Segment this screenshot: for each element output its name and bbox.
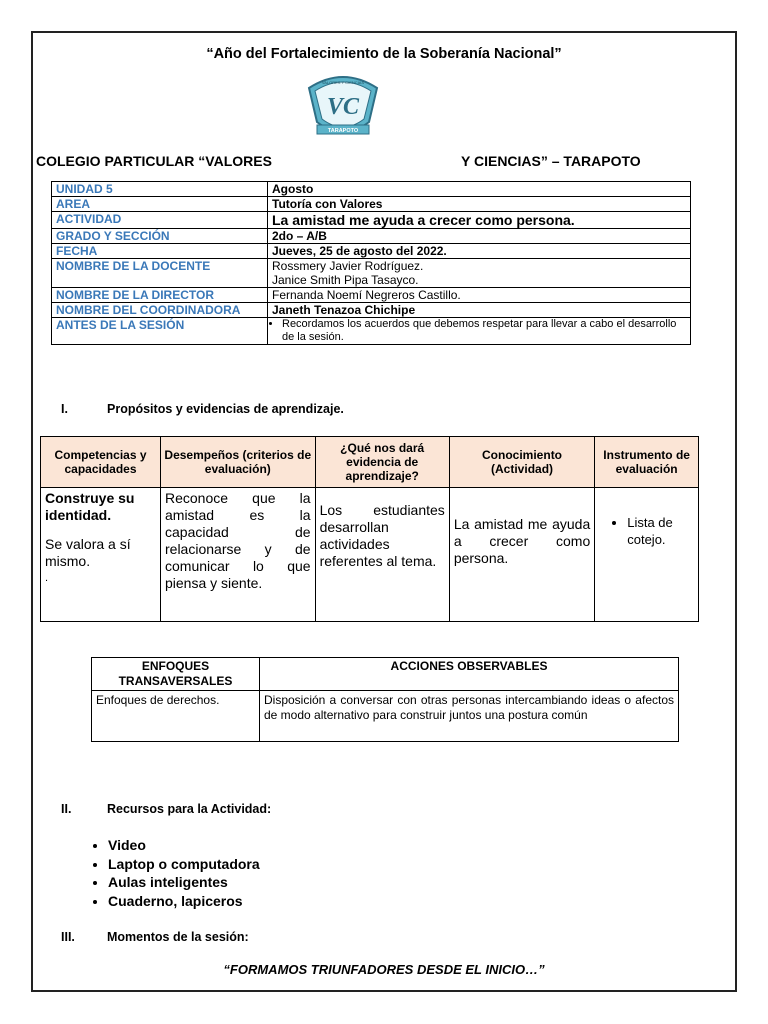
section-number: III. — [61, 930, 75, 944]
accion-cell: Disposición a conversar con otras personas intercambiando ideas o afectos de modo alternativo para construir juntos una postura común — [260, 691, 679, 742]
cell-conocimiento — [449, 488, 594, 622]
section-number: II. — [61, 802, 72, 816]
competencia-text: Construye su identidad. — [45, 490, 135, 523]
enfoques-table — [91, 657, 679, 742]
info-row — [52, 229, 691, 244]
section-title: Recursos para la Actividad: — [107, 802, 272, 816]
info-row — [52, 197, 691, 212]
header-acciones: ACCIONES OBSERVABLES — [260, 658, 679, 691]
motto: “FORMAMOS TRIUNFADORES DESDE EL INICIO…” — [223, 962, 545, 977]
info-value: Jueves, 25 de agosto del 2022. — [268, 244, 691, 259]
info-key: FECHA — [52, 244, 268, 259]
section-number: I. — [61, 402, 68, 416]
section-3-heading — [61, 930, 249, 944]
info-value: Tutoría con Valores — [268, 197, 691, 212]
list-item: • Cuaderno, lapiceros — [108, 892, 260, 911]
info-row — [52, 318, 691, 345]
info-row — [52, 288, 691, 303]
info-row — [52, 244, 691, 259]
info-key: GRADO Y SECCIÓN — [52, 229, 268, 244]
section-2-heading — [61, 802, 271, 816]
info-row — [52, 259, 691, 288]
list-item: • Laptop o computadora — [108, 855, 260, 874]
capacidad-text: Se valora a sí mismo. — [45, 536, 131, 569]
info-key: ANTES DE LA SESIÓN — [52, 318, 268, 345]
school-logo — [303, 70, 383, 145]
school-name-right: Y CIENCIAS” – TARAPOTO — [461, 153, 641, 169]
session-note: • Recordamos los acuerdos que debemos respetar para llevar a cabo el desarrollo de la sesión. — [282, 318, 686, 344]
info-value: Janeth Tenazoa Chichipe — [268, 303, 691, 318]
school-name-left: COLEGIO PARTICULAR “VALORES — [36, 153, 272, 169]
section-title: Momentos de la sesión: — [107, 930, 249, 944]
list-item: • Aulas inteligentes — [108, 873, 260, 892]
info-value — [268, 318, 691, 345]
cell-evidencia — [315, 488, 449, 622]
info-key: UNIDAD 5 — [52, 182, 268, 197]
session-info-table — [51, 181, 691, 345]
extra-mark: . — [45, 572, 49, 584]
list-item: • Video — [108, 836, 260, 855]
info-key: NOMBRE DE LA DOCENTE — [52, 259, 268, 288]
section-1-heading — [61, 402, 344, 416]
header-instrumento: Instrumento de evaluación — [595, 437, 699, 488]
year-title: “Año del Fortalecimiento de la Soberanía Nacional” — [206, 46, 562, 62]
logo-monogram: VC — [326, 94, 360, 120]
info-row — [52, 303, 691, 318]
teacher-name-1: Rossmery Javier Rodríguez. — [272, 259, 424, 273]
info-row — [52, 212, 691, 229]
info-value: 2do – A/B — [268, 229, 691, 244]
header-competencias: Competencias y capacidades — [41, 437, 161, 488]
teacher-name-2: Janice Smith Pipa Tasayco. — [272, 273, 419, 287]
header-enfoques: ENFOQUES TRANSAVERSALES — [92, 658, 260, 691]
logo-top-text: VALORES Y CIENCIAS — [321, 80, 365, 85]
section-title: Propósitos y evidencias de aprendizaje. — [107, 402, 344, 416]
info-value: Agosto — [268, 182, 691, 197]
instrumento-text: • Lista de cotejo. — [627, 514, 694, 548]
resources-list — [86, 836, 260, 910]
info-key: NOMBRE DE LA DIRECTOR — [52, 288, 268, 303]
logo-ribbon-text: TARAPOTO — [327, 128, 359, 134]
cell-competencia — [41, 488, 161, 622]
info-key: AREA — [52, 197, 268, 212]
info-value: Fernanda Noemí Negreros Castillo. — [268, 288, 691, 303]
desempeno-text: Reconoce que la amistad es la capacidad de relacionarse y de comunicar lo que piensa y siente. — [165, 490, 311, 591]
info-key: NOMBRE DEL COORDINADORA — [52, 303, 268, 318]
cell-instrumento — [595, 488, 699, 622]
header-conocimiento: Conocimiento (Actividad) — [449, 437, 594, 488]
conocimiento-text: La amistad me ayuda a crecer como persona. — [453, 516, 591, 566]
cell-desempeno — [161, 488, 316, 622]
competencias-table — [40, 436, 699, 622]
enfoque-cell: Enfoques de derechos. — [92, 691, 260, 742]
header-desempenos: Desempeños (criterios de evaluación) — [161, 437, 316, 488]
evidencia-text: Los estudiantes desarrollan actividades referentes al tema. — [319, 502, 445, 569]
info-value — [268, 259, 691, 288]
info-key: ACTIVIDAD — [52, 212, 268, 229]
info-value: La amistad me ayuda a crecer como persona. — [268, 212, 691, 229]
header-evidencia: ¿Qué nos dará evidencia de aprendizaje? — [315, 437, 449, 488]
info-row — [52, 182, 691, 197]
